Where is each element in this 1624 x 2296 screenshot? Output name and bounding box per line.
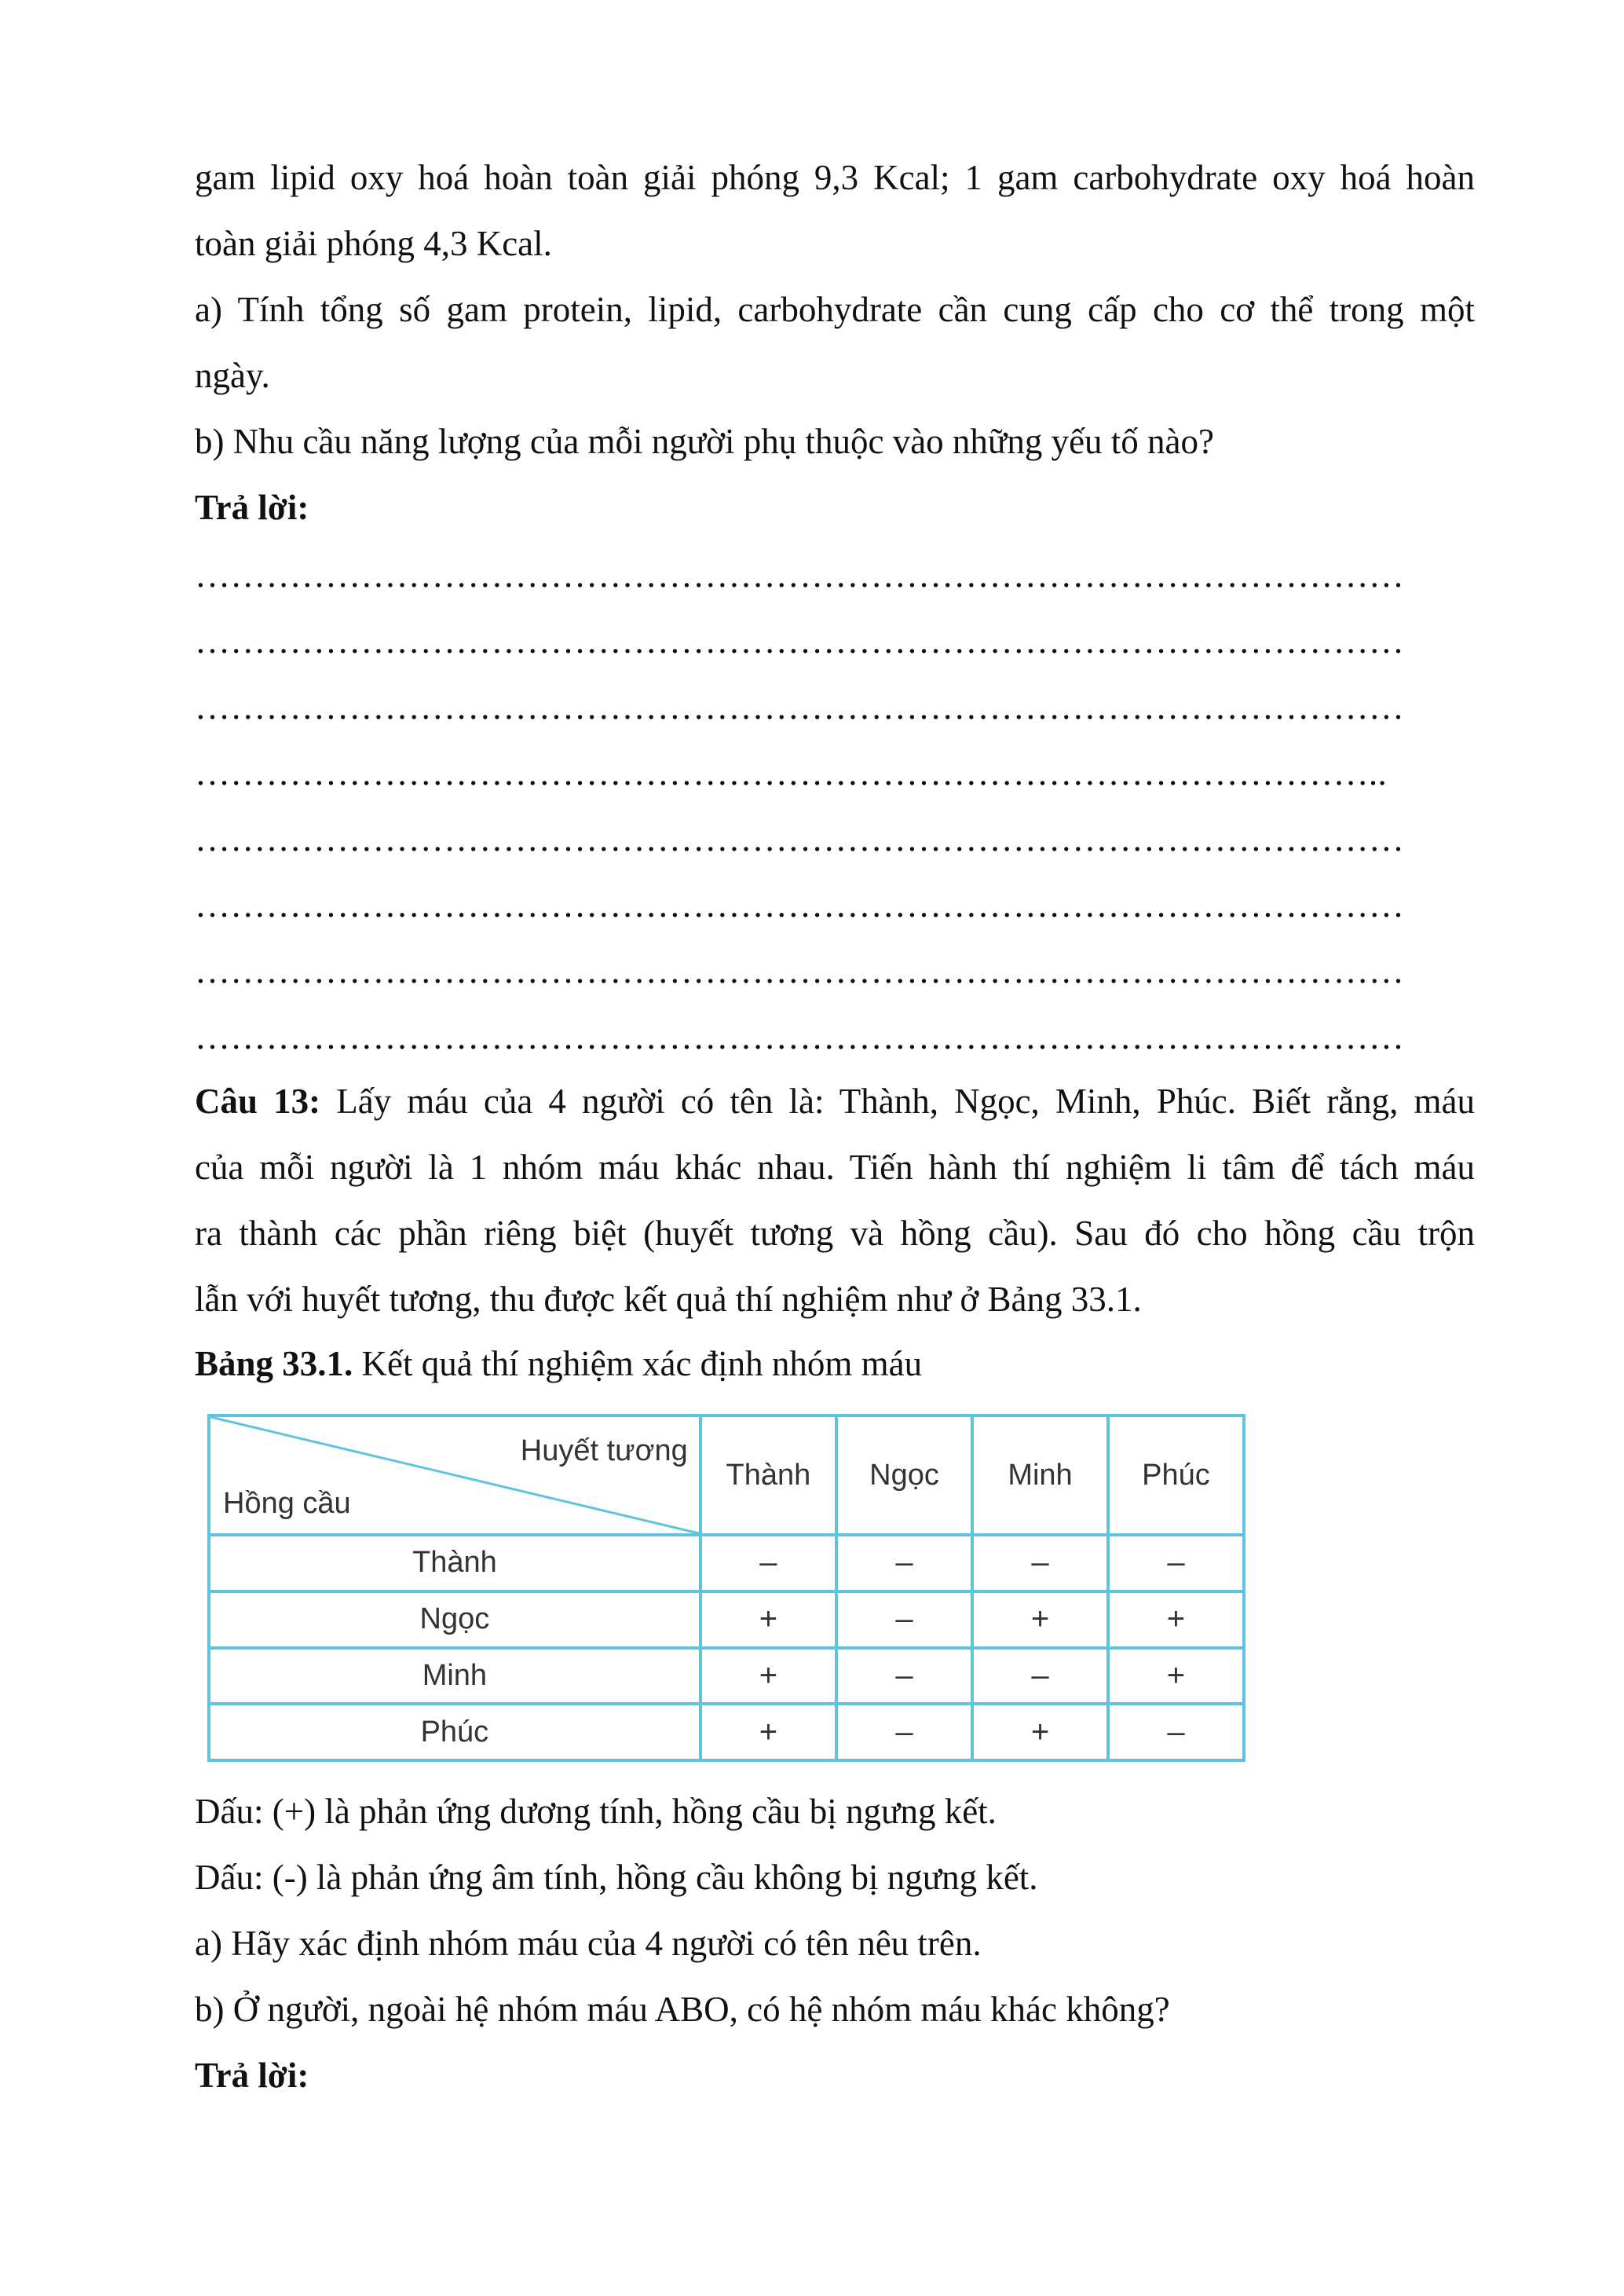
table-cell: – bbox=[836, 1591, 972, 1648]
answer-line: ………………………………………………………………………………………… bbox=[195, 687, 1405, 727]
table-cell: – bbox=[972, 1535, 1108, 1591]
table-row bbox=[209, 1591, 1244, 1648]
column-header: Ngọc bbox=[836, 1415, 972, 1535]
question-13-b: b) Ở người, ngoài hệ nhóm máu ABO, có hệ nhóm máu khác không? bbox=[195, 1990, 1170, 2029]
table-cell: + bbox=[1108, 1591, 1244, 1648]
note-positive: Dấu: (+) là phản ứng dương tính, hồng cầu bị ngưng kết. bbox=[195, 1792, 997, 1831]
answer-line: ………………………………………………………………………………………… bbox=[195, 819, 1405, 859]
table-cell: + bbox=[700, 1591, 836, 1648]
table-cell: – bbox=[972, 1648, 1108, 1705]
table-row bbox=[209, 1535, 1244, 1591]
table-corner-cell bbox=[209, 1415, 700, 1535]
answer-label: Trả lời: bbox=[195, 488, 309, 527]
table-cell: + bbox=[1108, 1648, 1244, 1705]
answer-line: ………………………………………………………………………………………… bbox=[195, 1017, 1405, 1056]
question-13-label: Câu 13: bbox=[195, 1082, 321, 1121]
question-a-line-1: a) Tính tổng số gam protein, lipid, carbohydrate cần cung cấp cho cơ thể trong một bbox=[195, 290, 1475, 329]
question-13-line-4: lẫn với huyết tương, thu được kết quả thí nghiệm như ở Bảng 33.1. bbox=[195, 1280, 1142, 1319]
question-b: b) Nhu cầu năng lượng của mỗi người phụ thuộc vào những yếu tố nào? bbox=[195, 422, 1214, 461]
table-cell: + bbox=[972, 1704, 1108, 1760]
question-13-line-1 bbox=[195, 1078, 1475, 1125]
question-13-a: a) Hãy xác định nhóm máu của 4 người có tên nêu trên. bbox=[195, 1924, 982, 1963]
question-13-line-2: của mỗi người là 1 nhóm máu khác nhau. Tiến hành thí nghiệm li tâm để tách máu bbox=[195, 1148, 1475, 1187]
answer-line: ………………………………………………………………………………………… bbox=[195, 555, 1405, 595]
table-caption bbox=[195, 1340, 1475, 1387]
table-caption-label: Bảng 33.1. bbox=[195, 1344, 353, 1383]
table-cell: + bbox=[700, 1704, 836, 1760]
intro-line-2: toàn giải phóng 4,3 Kcal. bbox=[195, 224, 552, 263]
column-header: Thành bbox=[700, 1415, 836, 1535]
table-cell: + bbox=[700, 1648, 836, 1705]
answer-label-2: Trả lời: bbox=[195, 2056, 309, 2095]
answer-line: ………………………………………………………………………………………… bbox=[195, 621, 1405, 661]
answer-line: ……………………………………………………………………………………….. bbox=[195, 753, 1387, 793]
intro-line-1: gam lipid oxy hoá hoàn toàn giải phóng 9,3 Kcal; 1 gam carbohydrate oxy hoá hoàn bbox=[195, 158, 1475, 197]
question-13-text: Lấy máu của 4 người có tên là: Thành, Ngọc, Minh, Phúc. Biết rằng, máu bbox=[320, 1082, 1476, 1121]
column-header: Minh bbox=[972, 1415, 1108, 1535]
table-caption-text: Kết quả thí nghiệm xác định nhóm máu bbox=[353, 1344, 923, 1383]
table-cell: – bbox=[1108, 1704, 1244, 1760]
column-header: Phúc bbox=[1108, 1415, 1244, 1535]
table-cell: – bbox=[700, 1535, 836, 1591]
note-negative: Dấu: (-) là phản ứng âm tính, hồng cầu không bị ngưng kết. bbox=[195, 1858, 1038, 1897]
table-cell: – bbox=[836, 1704, 972, 1760]
question-13-line-3: ra thành các phần riêng biệt (huyết tương và hồng cầu). Sau đó cho hồng cầu trộn bbox=[195, 1214, 1475, 1253]
table-cell: + bbox=[972, 1591, 1108, 1648]
table-cell: – bbox=[1108, 1535, 1244, 1591]
table-row bbox=[209, 1648, 1244, 1705]
answer-line: ………………………………………………………………………………………… bbox=[195, 885, 1405, 925]
corner-label-plasma: Huyết tương bbox=[520, 1434, 688, 1467]
table-cell: – bbox=[836, 1535, 972, 1591]
table-row bbox=[209, 1704, 1244, 1760]
blood-group-table bbox=[207, 1414, 1245, 1762]
corner-label-red-cells: Hồng cầu bbox=[223, 1487, 351, 1520]
answer-line: ………………………………………………………………………………………… bbox=[195, 951, 1405, 991]
row-header: Phúc bbox=[209, 1704, 700, 1760]
question-a-line-2: ngày. bbox=[195, 356, 270, 395]
table-cell: – bbox=[836, 1648, 972, 1705]
row-header: Ngọc bbox=[209, 1591, 700, 1648]
row-header: Minh bbox=[209, 1648, 700, 1705]
row-header: Thành bbox=[209, 1535, 700, 1591]
